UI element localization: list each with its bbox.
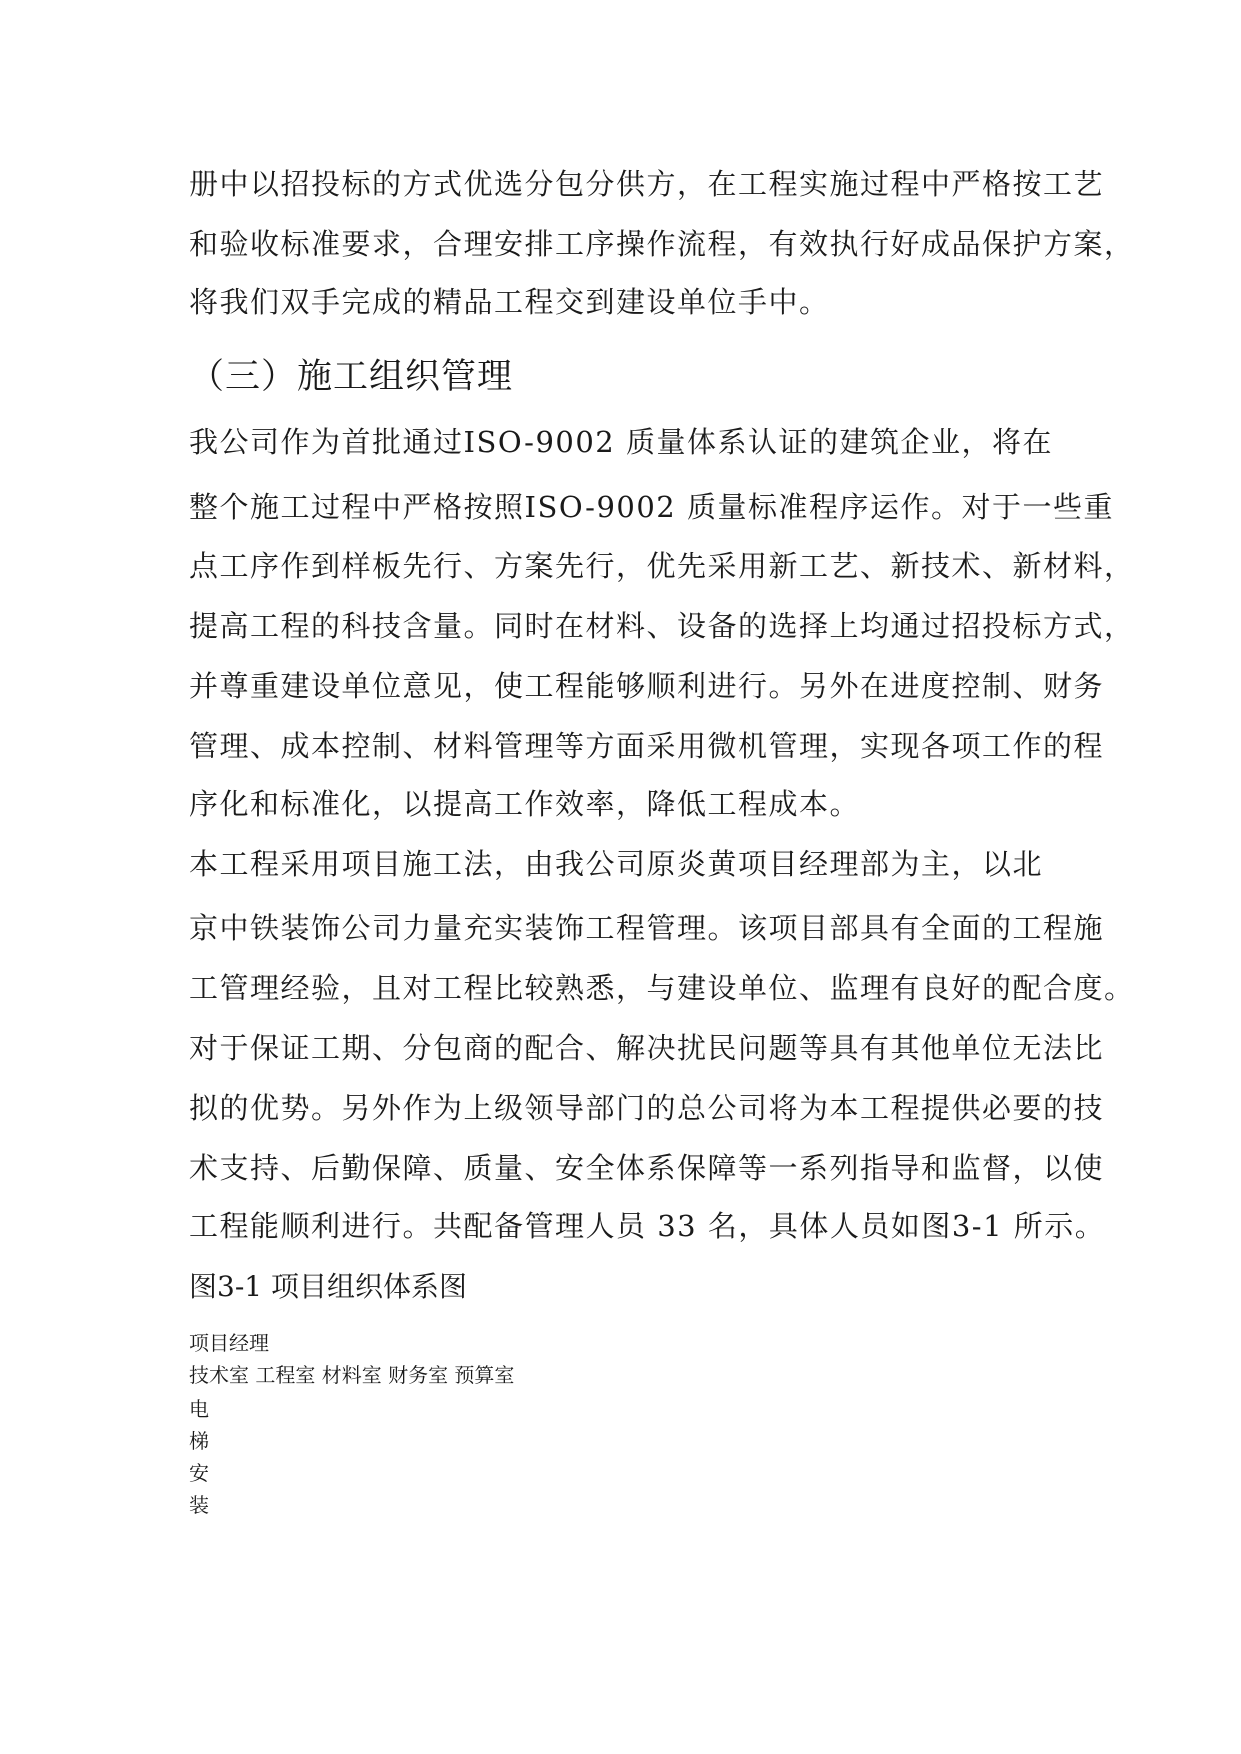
paragraph-1-line-3: 将我们双手完成的精品工程交到建设单位手中。 <box>189 285 830 319</box>
paragraph-3-line-6: 术支持、后勤保障、质量、安全体系保障等一系列指导和监督，以使 <box>189 1151 1105 1185</box>
paragraph-2-line-5: 并尊重建设单位意见，使工程能够顺利进行。另外在进度控制、财务 <box>189 669 1105 703</box>
org-chart-top: 项目经理 <box>189 1331 269 1355</box>
section-heading: （三）施工组织管理 <box>189 357 514 397</box>
paragraph-1-line-2: 和验收标准要求，合理安排工序操作流程，有效执行好成品保护方案， <box>189 227 1135 261</box>
org-chart-departments: 技术室 工程室 材料室 财务室 预算室 <box>189 1363 515 1387</box>
paragraph-3-line-7: 工程能顺利进行。共配备管理人员 33 名，具体人员如图3-1 所示。 <box>189 1209 1106 1243</box>
paragraph-3-line-2: 京中铁装饰公司力量充实装饰工程管理。该项目部具有全面的工程施 <box>189 911 1105 945</box>
paragraph-3-line-5: 拟的优势。另外作为上级领导部门的总公司将为本工程提供必要的技 <box>189 1091 1105 1125</box>
org-chart-vertical-char-1: 电 <box>189 1397 209 1421</box>
paragraph-2-line-6: 管理、成本控制、材料管理等方面采用微机管理，实现各项工作的程 <box>189 729 1105 763</box>
paragraph-2-line-3: 点工序作到样板先行、方案先行，优先采用新工艺、新技术、新材料， <box>189 549 1135 583</box>
paragraph-3-line-3: 工管理经验，且对工程比较熟悉，与建设单位、监理有良好的配合度。 <box>189 971 1135 1005</box>
org-chart-vertical-char-2: 梯 <box>189 1429 209 1453</box>
paragraph-2-line-4: 提高工程的科技含量。同时在材料、设备的选择上均通过招投标方式， <box>189 609 1135 643</box>
paragraph-2-line-7: 序化和标准化，以提高工作效率，降低工程成本。 <box>189 787 861 821</box>
org-chart-vertical-char-4: 装 <box>189 1493 209 1517</box>
figure-caption: 图3-1 项目组织体系图 <box>189 1270 467 1303</box>
paragraph-2-line-2: 整个施工过程中严格按照ISO-9002 质量标准程序运作。对于一些重 <box>189 490 1114 524</box>
paragraph-3-line-4: 对于保证工期、分包商的配合、解决扰民问题等具有其他单位无法比 <box>189 1031 1105 1065</box>
org-chart-vertical-char-3: 安 <box>189 1461 209 1485</box>
paragraph-1-line-1: 册中以招投标的方式优选分包分供方，在工程实施过程中严格按工艺 <box>189 167 1105 201</box>
paragraph-3-line-1: 本工程采用项目施工法，由我公司原炎黄项目经理部为主，以北 <box>189 847 1044 881</box>
paragraph-2-line-1: 我公司作为首批通过ISO-9002 质量体系认证的建筑企业，将在 <box>189 425 1053 459</box>
